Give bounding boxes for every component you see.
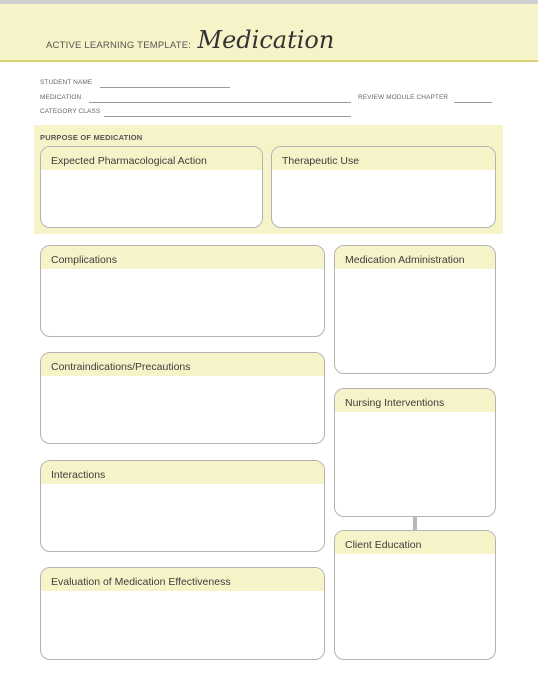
medication-administration-heading: Medication Administration [335,246,495,269]
category-class-field[interactable] [104,116,351,117]
nursing-interventions-heading: Nursing Interventions [335,389,495,412]
complications-heading: Complications [41,246,324,269]
evaluation-heading: Evaluation of Medication Effectiveness [41,568,324,591]
therapeutic-use-box[interactable] [271,146,496,228]
header-rule [0,60,538,62]
student-name-label: STUDENT NAME [40,79,93,86]
category-class-label: CATEGORY CLASS [40,108,101,115]
contraindications-heading: Contraindications/Precautions [41,353,324,376]
contraindications-box[interactable] [40,352,325,444]
expected-action-box[interactable] [40,146,263,228]
expected-action-heading: Expected Pharmacological Action [41,147,262,170]
student-name-field[interactable] [100,87,230,88]
page-title [46,26,334,54]
purpose-label: PURPOSE OF MEDICATION [40,133,143,142]
client-education-box[interactable] [334,530,496,660]
medication-administration-box[interactable] [334,245,496,374]
connector-line [413,516,417,530]
template-title: Medication [197,26,335,54]
template-prefix: ACTIVE LEARNING TEMPLATE: [46,40,192,51]
medication-field[interactable] [89,102,351,103]
interactions-box[interactable] [40,460,325,552]
medication-label: MEDICATION [40,94,82,101]
review-module-chapter-field[interactable] [454,102,492,103]
nursing-interventions-box[interactable] [334,388,496,517]
client-education-heading: Client Education [335,531,495,554]
therapeutic-use-heading: Therapeutic Use [272,147,495,170]
complications-box[interactable] [40,245,325,337]
review-module-chapter-label: REVIEW MODULE CHAPTER [358,94,449,101]
interactions-heading: Interactions [41,461,324,484]
evaluation-box[interactable] [40,567,325,660]
